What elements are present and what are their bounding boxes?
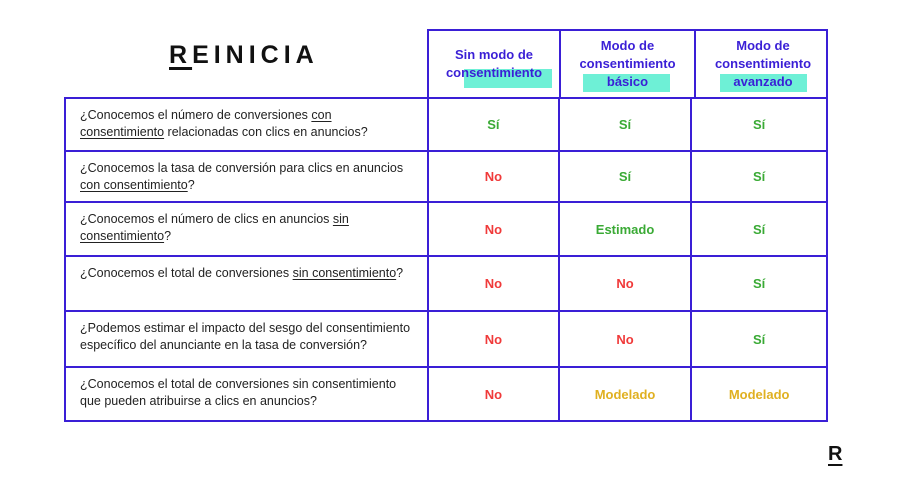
logo-r: R xyxy=(169,41,193,69)
question-cell: ¿Conocemos el número de clics en anuncios sin consentimiento? xyxy=(80,212,349,243)
answer-cell: Sí xyxy=(427,99,558,150)
answer-cell: No xyxy=(427,203,558,255)
answer-cell: No xyxy=(558,257,691,310)
header-line: consentimiento xyxy=(445,65,543,80)
reinicia-logo xyxy=(169,41,319,70)
question-cell: ¿Conocemos la tasa de conversión para clics en anuncios con consentimiento? xyxy=(80,161,404,192)
logo-rest: EINICIA xyxy=(192,41,319,69)
header-line: Sin modo de xyxy=(454,47,533,62)
header-line: consentimiento xyxy=(714,56,812,71)
header-line: Modo de xyxy=(736,38,790,53)
footer-r-logo: R xyxy=(828,443,843,465)
header-line: básico xyxy=(606,74,649,89)
answer-cell: No xyxy=(558,312,691,366)
answer-cell: Sí xyxy=(690,257,826,310)
answer-cell: No xyxy=(427,312,558,366)
answer-cell: Modelado xyxy=(690,368,826,420)
table-row xyxy=(66,366,826,420)
table-row xyxy=(66,201,826,255)
question-cell: ¿Podemos estimar el impacto del sesgo del consentimiento específico del anunciante en la tasa de conversión? xyxy=(80,321,411,352)
header-line: avanzado xyxy=(733,74,793,89)
answer-cell: Sí xyxy=(558,152,691,201)
column-headers xyxy=(427,29,828,97)
header-line: Modo de xyxy=(600,38,655,53)
answer-cell: Sí xyxy=(690,99,826,150)
answer-cell: Sí xyxy=(558,99,691,150)
comparison-table xyxy=(64,97,828,422)
table-row xyxy=(66,99,826,150)
answer-cell: No xyxy=(427,152,558,201)
answer-cell: No xyxy=(427,257,558,310)
answer-cell: Sí xyxy=(690,312,826,366)
answer-cell: Sí xyxy=(690,152,826,201)
answer-cell: No xyxy=(427,368,558,420)
header-line: consentimiento xyxy=(579,56,676,71)
header-no-consent-mode xyxy=(429,31,559,97)
question-cell: ¿Conocemos el total de conversiones sin consentimiento que pueden atribuirse a clics en anuncios? xyxy=(80,377,397,408)
question-cell: ¿Conocemos el número de conversiones con consentimiento relacionadas con clics en anuncios? xyxy=(80,108,368,139)
answer-cell: Estimado xyxy=(558,203,691,255)
table-row xyxy=(66,255,826,310)
table-row xyxy=(66,310,826,366)
answer-cell: Sí xyxy=(690,203,826,255)
question-cell: ¿Conocemos el total de conversiones sin consentimiento? xyxy=(80,266,404,280)
table-row xyxy=(66,150,826,201)
answer-cell: Modelado xyxy=(558,368,691,420)
header-basic-consent-mode xyxy=(559,31,694,97)
header-advanced-consent-mode xyxy=(694,31,830,97)
